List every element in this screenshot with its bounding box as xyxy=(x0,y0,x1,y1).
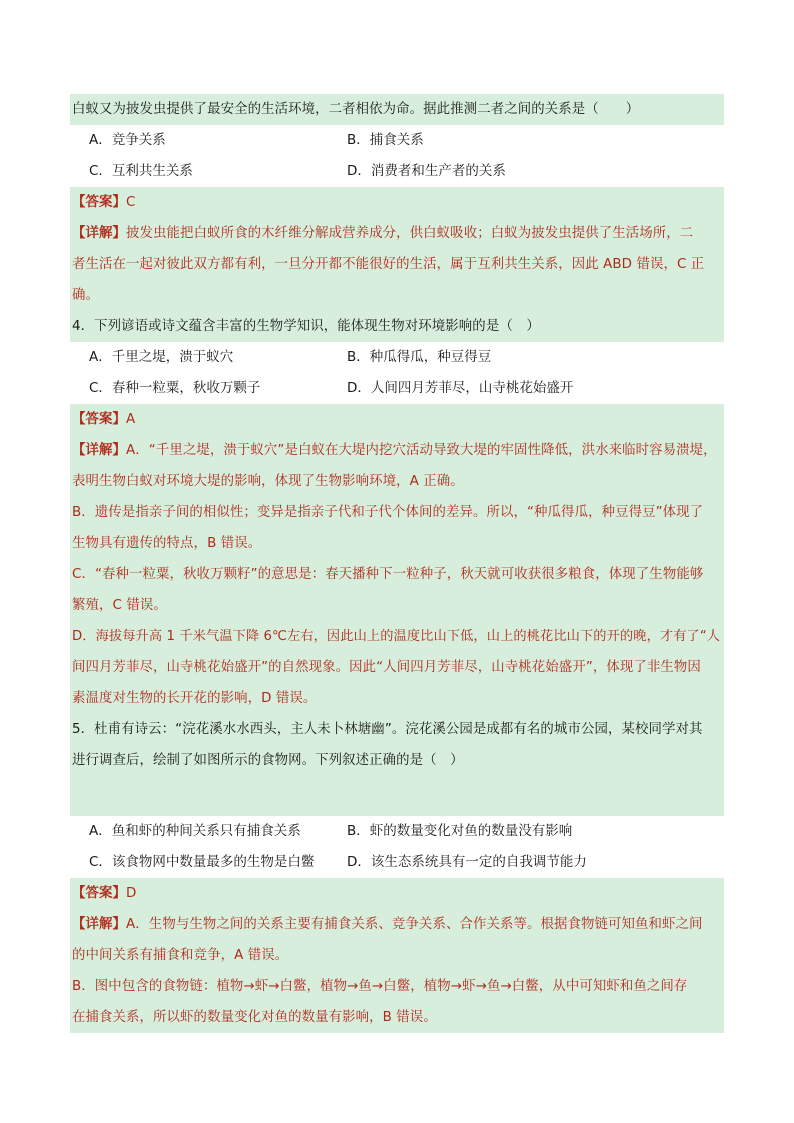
question-3-options-row-2 xyxy=(70,156,724,187)
answer-tag: 【答案】 xyxy=(72,412,127,427)
exam-page xyxy=(70,94,724,1033)
detail-tag: 【详解】 xyxy=(72,443,127,458)
question-4-detail-line-7: D．海拔每升高 1 千米气温下降 6℃左右，因此山上的温度比山下低，山上的桃花比山下的开的晚，才有了“人 xyxy=(72,629,721,644)
option-c: C．春种一粒粟，秋收万颗子 xyxy=(89,380,261,396)
question-5-stem-line-2: 进行调查后，绘制了如图所示的食物网。下列叙述正确的是（ ） xyxy=(72,753,464,768)
question-5-detail-line-4: 在捕食关系，所以虾的数量变化对鱼的数量有影响，B 错误。 xyxy=(72,1010,437,1025)
question-4-detail-line-5: C．“春种一粒粟，秋收万颗籽”的意思是：春天播种下一粒种子，秋天就可收获很多粮食，体现了生物能够 xyxy=(72,567,704,582)
option-b: B．捕食关系 xyxy=(347,132,424,148)
question-5-detail-line-1 xyxy=(70,909,724,940)
question-3-detail-line-3: 确。 xyxy=(72,288,100,303)
question-5-options-row-2 xyxy=(70,847,724,878)
figure-placeholder xyxy=(70,776,724,816)
option-c: C．互利共生关系 xyxy=(89,163,193,179)
question-4-options-row-1 xyxy=(70,342,724,373)
answer-tag: 【答案】 xyxy=(72,886,127,901)
question-5-options-row-1 xyxy=(70,816,724,847)
question-4-answer xyxy=(70,404,724,435)
option-c: C．该食物网中数量最多的生物是白鳖 xyxy=(89,854,315,870)
question-5-stem-line-1: 5．杜甫有诗云：“浣花溪水水西头，主人未卜林塘幽”。浣花溪公园是成都有名的城市公园，某校同学对其 xyxy=(72,722,703,737)
question-5-detail-line-2: 的中间关系有捕食和竞争，A 错误。 xyxy=(72,948,289,963)
option-d: D．人间四月芳菲尽，山寺桃花始盛开 xyxy=(347,380,574,396)
detail-text: A．生物与生物之间的关系主要有捕食关系、竞争关系、合作关系等。根据食物链可知鱼和虾之间 xyxy=(126,917,703,932)
question-5-detail-line-3: B．图中包含的食物链：植物→虾→白鳖，植物→鱼→白鳖，植物→虾→鱼→白鳖，从中可知虾和鱼之间存 xyxy=(72,979,688,994)
question-4-stem: 4．下列谚语或诗文蕴含丰富的生物学知识，能体现生物对环境影响的是（ ） xyxy=(72,319,540,334)
question-4 xyxy=(70,311,724,714)
question-4-detail-line-1 xyxy=(70,435,724,466)
question-4-detail-line-8: 间四月芳菲尽，山寺桃花始盛开”的自然现象。因此“人间四月芳菲尽，山寺桃花始盛开”，体现了非生物因 xyxy=(72,660,701,675)
option-a: A．竞争关系 xyxy=(89,132,166,148)
option-b: B．虾的数量变化对鱼的数量没有影响 xyxy=(347,823,573,839)
answer-tag: 【答案】 xyxy=(72,195,127,210)
question-4-detail-line-2: 表明生物白蚁对环境大堤的影响，体现了生物影响环境，A 正确。 xyxy=(72,474,464,489)
question-3-detail-line-2: 者生活在一起对彼此双方都有利，一旦分开都不能很好的生活，属于互利共生关系，因此 ABD 错误，C 正 xyxy=(72,257,705,272)
option-d: D．消费者和生产者的关系 xyxy=(347,163,506,179)
question-5-answer xyxy=(70,878,724,909)
option-a: A．鱼和虾的种间关系只有捕食关系 xyxy=(89,823,301,839)
answer-value: A xyxy=(126,412,136,427)
detail-tag: 【详解】 xyxy=(72,917,127,932)
question-4-detail-line-9: 素温度对生物的长开花的影响，D 错误。 xyxy=(72,691,317,706)
detail-text: 披发虫能把白蚁所食的木纤维分解成营养成分，供白蚁吸收；白蚁为披发虫提供了生活场所，二 xyxy=(126,226,694,241)
detail-tag: 【详解】 xyxy=(72,226,127,241)
option-b: B．种瓜得瓜，种豆得豆 xyxy=(347,349,492,365)
question-3-stem: 白蚁又为披发虫提供了最安全的生活环境，二者相依为命。据此推测二者之间的关系是（ ） xyxy=(72,102,640,117)
question-5 xyxy=(70,714,724,1033)
option-d: D．该生态系统具有一定的自我调节能力 xyxy=(347,854,587,870)
answer-value: C xyxy=(126,195,136,210)
question-3 xyxy=(70,94,724,311)
question-4-options-row-2 xyxy=(70,373,724,404)
question-3-answer xyxy=(70,187,724,218)
detail-text: A．“千里之堤，溃于蚁穴”是白蚁在大堤内挖穴活动导致大堤的牢固性降低，洪水来临时容易溃堤， xyxy=(126,443,717,458)
option-a: A．千里之堤，溃于蚁穴 xyxy=(89,349,234,365)
question-3-options-row-1 xyxy=(70,125,724,156)
question-4-detail-line-6: 繁殖，C 错误。 xyxy=(72,598,167,613)
question-4-detail-line-4: 生物具有遗传的特点，B 错误。 xyxy=(72,536,262,551)
question-4-detail-line-3: B．遗传是指亲子间的相似性；变异是指亲子代和子代个体间的差异。所以，“种瓜得瓜，种豆得豆”体现了 xyxy=(72,505,704,520)
question-3-detail-line-1 xyxy=(70,218,724,249)
answer-value: D xyxy=(126,886,137,901)
